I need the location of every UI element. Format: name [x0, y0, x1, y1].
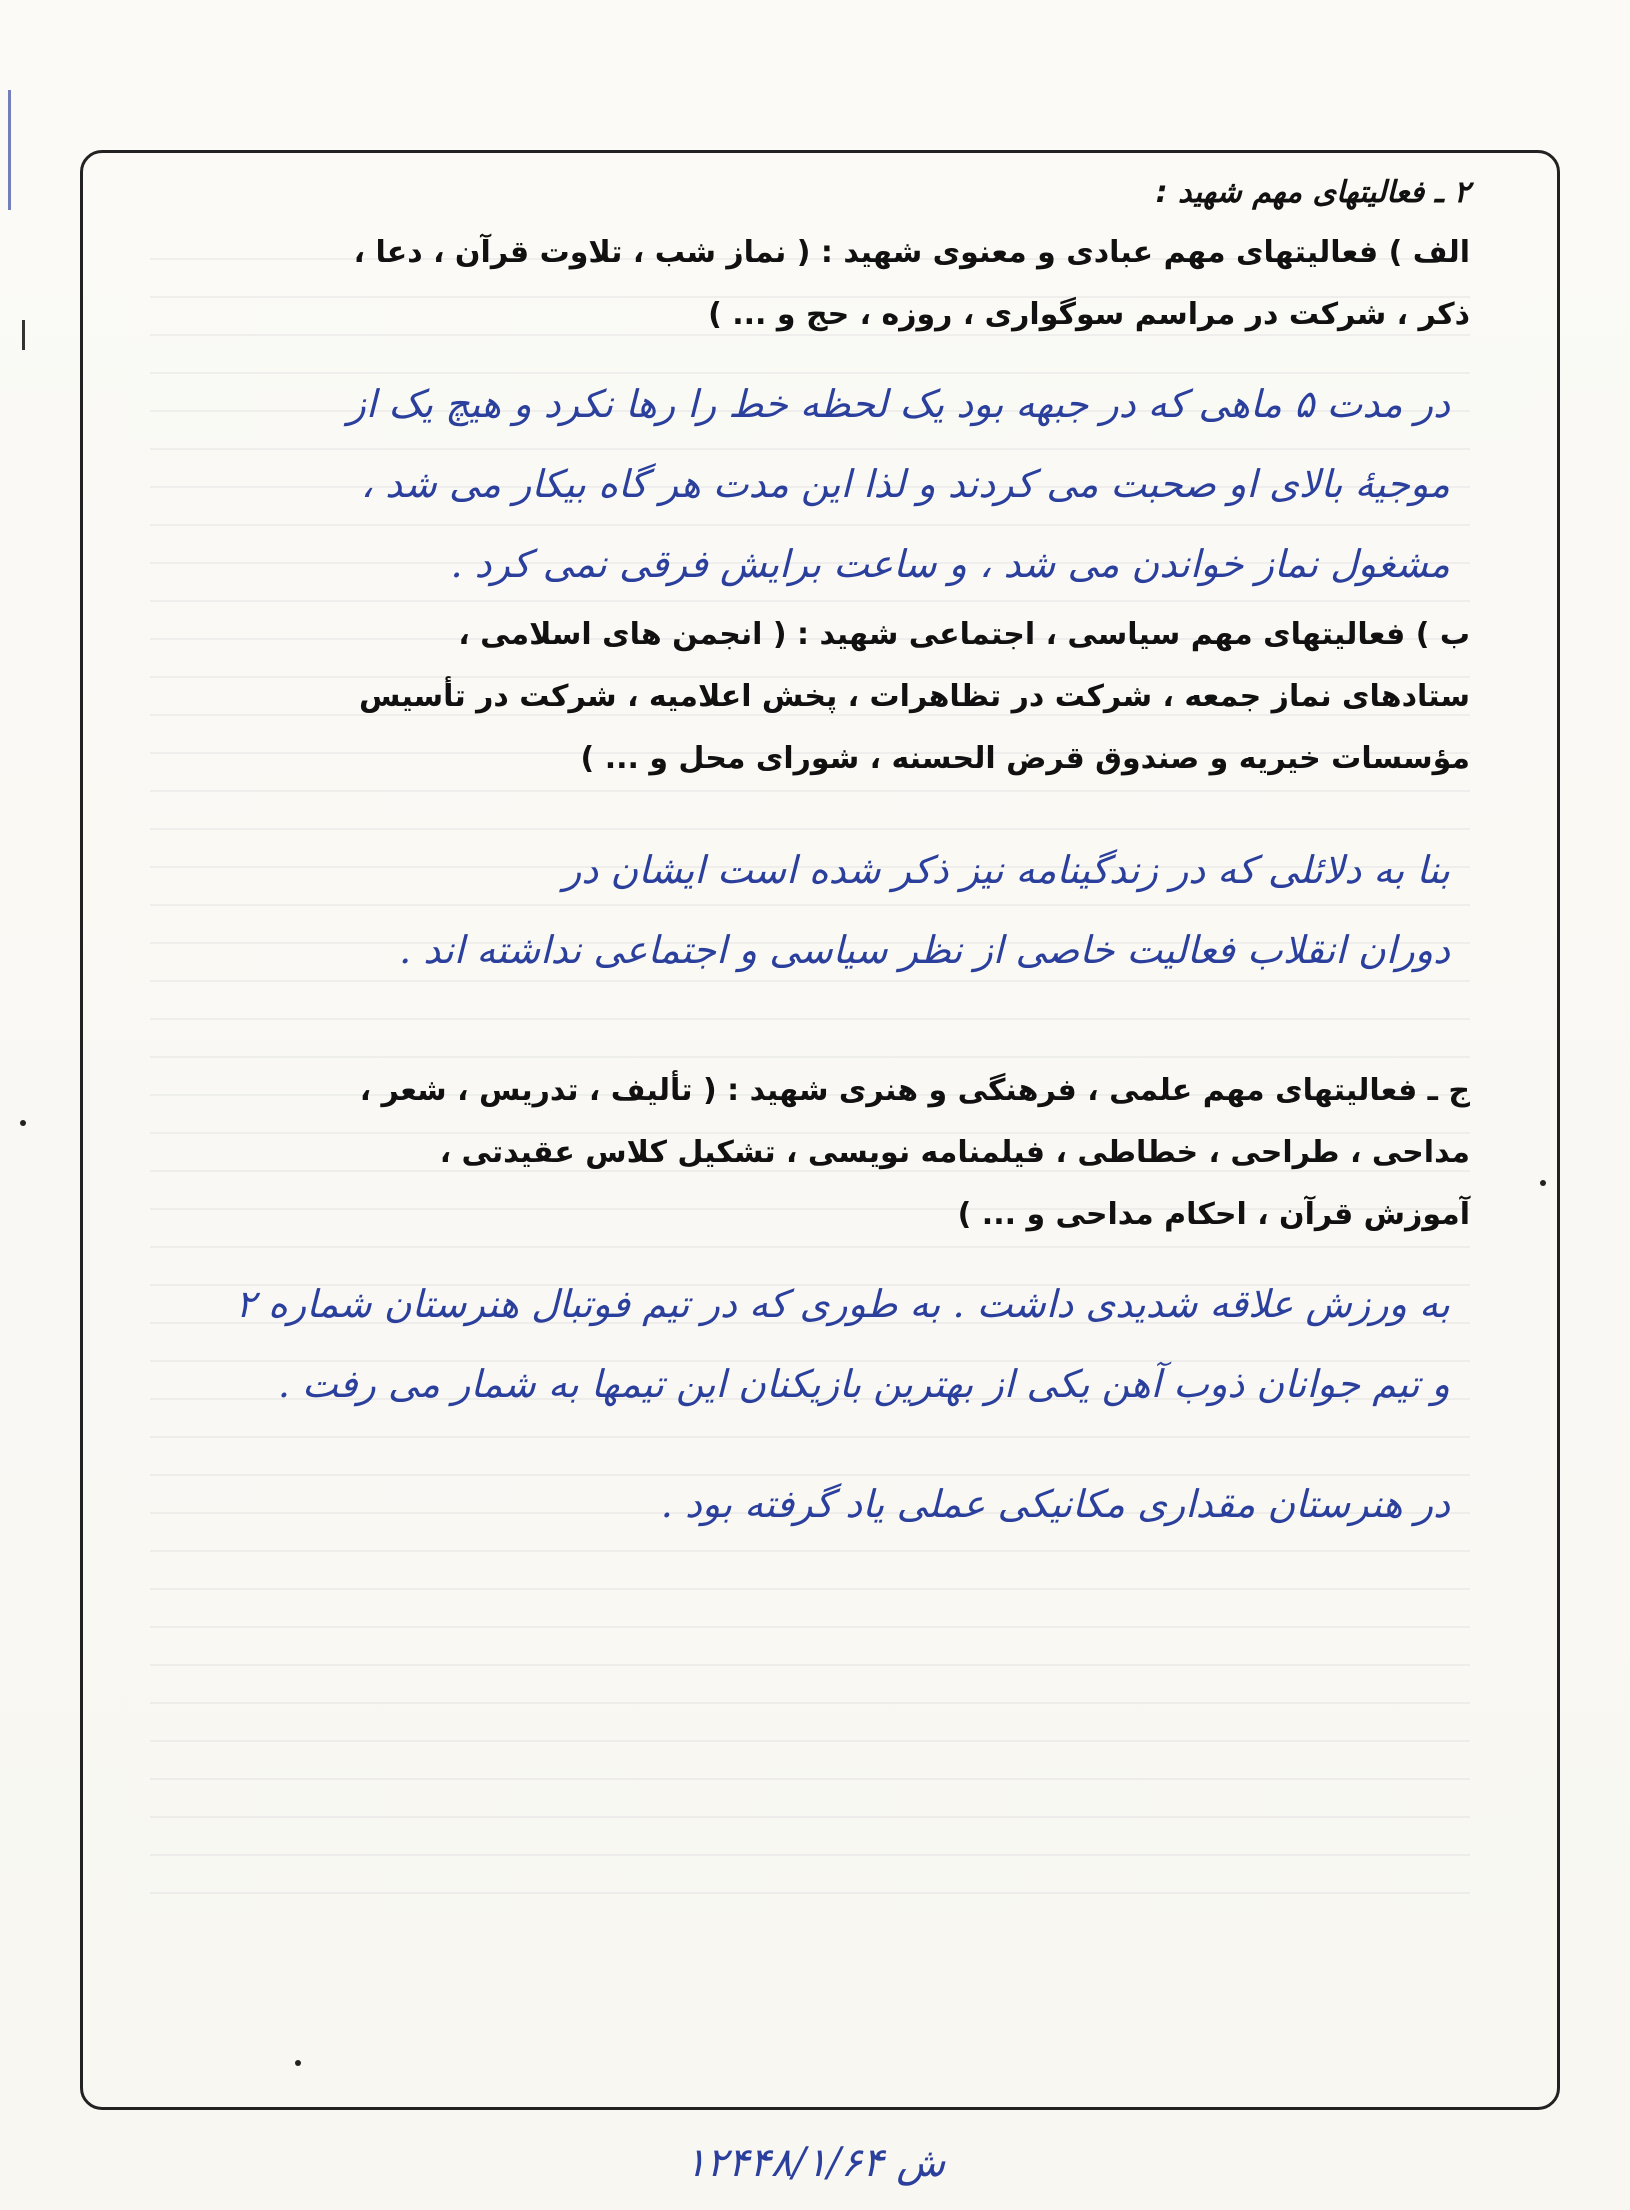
section-b [130, 604, 1470, 990]
margin-ink-mark [8, 90, 11, 210]
handwritten-reference-number: ش ۱۲۴۴۸/۱/۶۴ [684, 2140, 946, 2186]
margin-dot [295, 2060, 301, 2066]
section-c-printed-line: آموزش قرآن ، احکام مداحی و ... ) [957, 1197, 1470, 1232]
section-a [130, 222, 1470, 604]
margin-tick-mark [22, 320, 25, 350]
section-b-printed-line: ب ) فعالیتهای مهم سیاسی ، اجتماعی شهید : ( انجمن های اسلامی ، [458, 617, 1470, 652]
handwritten-line: در هنرستان مقداری مکانیکی عملی یاد گرفته بود . [660, 1482, 1450, 1526]
section-b-printed-line: مؤسسات خیریه و صندوق قرض الحسنه ، شورای محل و ... ) [580, 741, 1470, 776]
section-c [130, 1060, 1470, 1544]
section-c-printed-line: مداحی ، طراحی ، خطاطی ، فیلمنامه نویسی ، تشکیل کلاس عقیدتی ، [439, 1135, 1470, 1170]
section-a-printed-line: ذکر ، شرکت در مراسم سوگواری ، روزه ، حج و ... ) [708, 297, 1470, 332]
margin-dot [1540, 1180, 1546, 1186]
section-b-printed-line: ستادهای نماز جمعه ، شرکت در تظاهرات ، پخش اعلامیه ، شرکت در تأسیس [359, 679, 1470, 714]
handwritten-line: بنا به دلائلی که در زندگینامه نیز ذکر شده است ایشان در [563, 848, 1450, 892]
handwritten-line: در مدت ۵ ماهی که در جبهه بود یک لحظه خط را رها نکرد و هیچ یک از [347, 382, 1450, 426]
document-body [130, 175, 1470, 1544]
handwritten-line: و تیم جوانان ذوب آهن یکی از بهترین بازیکنان این تیمها به شمار می رفت . [277, 1362, 1450, 1406]
section-c-printed-line: ج ـ فعالیتهای مهم علمی ، فرهنگی و هنری شهید : ( تألیف ، تدریس ، شعر ، [359, 1073, 1470, 1108]
handwritten-line: به ورزش علاقه شدیدی داشت . به طوری که در تیم فوتبال هنرستان شماره ۲ [235, 1282, 1450, 1326]
margin-dot [20, 1120, 26, 1126]
section-a-printed-line: الف ) فعالیتهای مهم عبادی و معنوی شهید : ( نماز شب ، تلاوت قرآن ، دعا ، [353, 235, 1470, 270]
handwritten-line: دوران انقلاب فعالیت خاصی از نظر سیاسی و اجتماعی نداشته اند . [399, 928, 1450, 972]
section-b-handwritten-answer [130, 830, 1470, 990]
handwritten-line: موجیهٔ بالای او صحبت می کردند و لذا این مدت هر گاه بیکار می شد ، [360, 462, 1450, 506]
handwritten-line: مشغول نماز خواندن می شد ، و ساعت برایش فرقی نمی کرد . [450, 542, 1450, 586]
section-c-handwritten-answer [130, 1264, 1470, 1544]
document-heading: ۲ ـ فعالیتهای مهم شهید : [1155, 175, 1470, 210]
section-a-handwritten-answer [130, 364, 1470, 604]
